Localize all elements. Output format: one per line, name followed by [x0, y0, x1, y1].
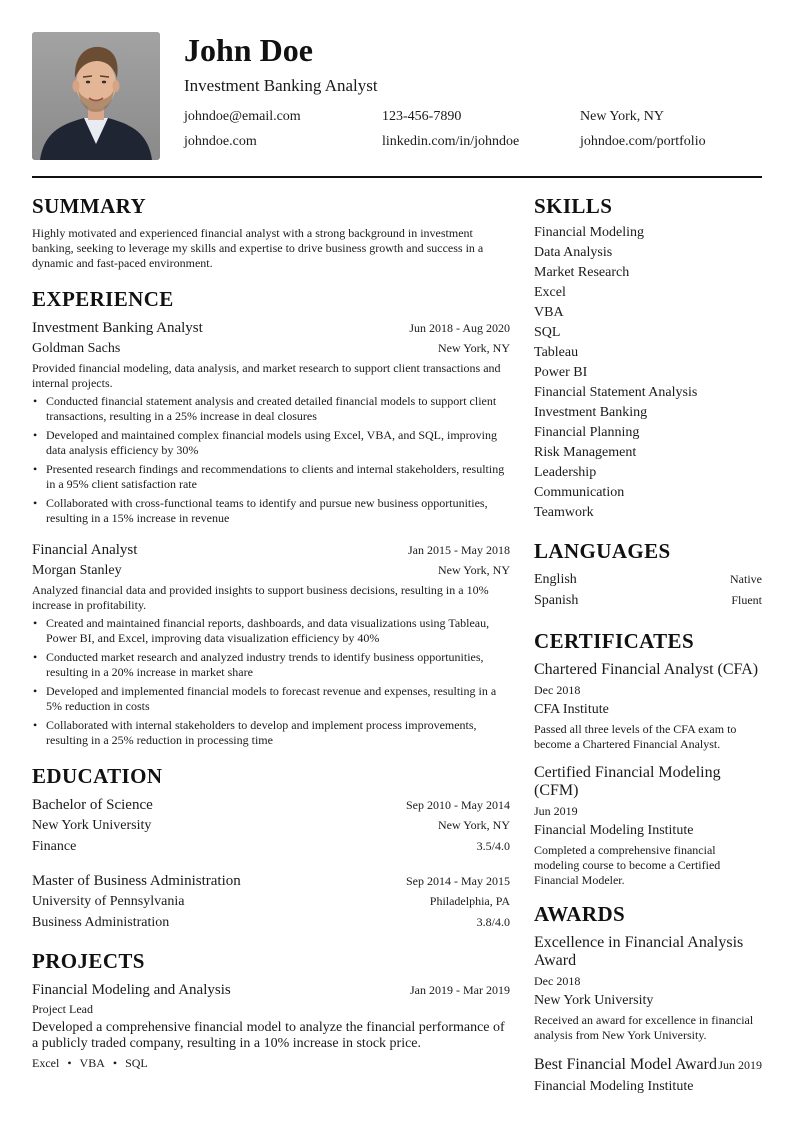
language-level: Native [730, 572, 762, 586]
job-location: New York, NY [437, 341, 510, 355]
project-role: Project Lead [32, 1002, 93, 1016]
section-heading: AWARDS [534, 902, 626, 926]
list-item: • Collaborated with cross-functional teams to identify and pursue new business opportunities, resulting in a 15% increase in revenue [33, 496, 488, 525]
list-item: • Conducted market research and analyzed industry trends to identify business opportunities, resulting in a 20% increase in market share [33, 650, 484, 679]
list-item: • Developed and maintained complex financial models using Excel, VBA, and SQL, improving data analysis efficiency by 30% [33, 428, 498, 457]
awards-section [534, 898, 762, 1097]
job-dates: Jan 2015 - May 2018 [408, 543, 510, 557]
skill-item: Communication [534, 485, 625, 500]
award-entry [534, 934, 762, 1043]
project-dates: Jan 2019 - Mar 2019 [410, 983, 510, 997]
achievement-list [32, 394, 510, 526]
languages-section [534, 535, 762, 611]
achievement-list [32, 616, 510, 748]
portfolio-link[interactable]: johndoe.com/portfolio [580, 134, 706, 149]
certificate-entry [534, 661, 762, 752]
school-name: New York University [32, 818, 152, 833]
skill-item: Financial Planning [534, 425, 640, 440]
contact-grid [184, 106, 762, 153]
skill-item: SQL [534, 325, 561, 340]
portrait-image [32, 32, 160, 160]
right-column [534, 190, 762, 1097]
certificate-entry [534, 764, 762, 888]
job-description: Provided financial modeling, data analysis, and market research to support client transactions and internal projects. [32, 361, 501, 390]
project-tag: VBA [79, 1056, 105, 1070]
project-tag: Excel [32, 1056, 60, 1070]
skill-item: Financial Modeling [534, 225, 645, 240]
gpa-value: 3.5/4.0 [476, 839, 510, 853]
section-heading: EXPERIENCE [32, 287, 174, 311]
skill-item: Teamwork [534, 505, 594, 520]
award-description: Received an award for excellence in financial analysis from New York University. [534, 1013, 754, 1042]
skill-item: Financial Statement Analysis [534, 385, 698, 400]
school-name: University of Pennsylvania [32, 894, 185, 909]
skill-item: Tableau [534, 345, 579, 360]
skill-item: Leadership [534, 465, 597, 480]
skill-item: Risk Management [534, 445, 637, 460]
project-tag: SQL [125, 1056, 148, 1070]
phone-number: 123-456-7890 [382, 109, 462, 124]
list-item: • Created and maintained financial reports, dashboards, and data visualizations using Tableau, Power BI, and Excel, improving data visualization efficiency by 40% [33, 616, 490, 645]
job-role: Investment Banking Analyst [32, 320, 203, 336]
project-tags: Excel • VBA • SQL [32, 1056, 148, 1070]
candidate-title: Investment Banking Analyst [184, 76, 378, 95]
section-heading: CERTIFICATES [534, 629, 695, 653]
award-date: Jun 2019 [718, 1058, 762, 1072]
certificate-title: Certified Financial Modeling (CFM) [534, 764, 721, 799]
experience-entry [32, 540, 510, 748]
project-name: Financial Modeling and Analysis [32, 982, 231, 998]
certificate-issuer: Financial Modeling Institute [534, 823, 694, 838]
section-heading: LANGUAGES [534, 539, 671, 563]
project-description: Developed a comprehensive financial model to analyze the financial performance of a publicly traded company, resulting in a 10% increase in stock price. [32, 1020, 505, 1051]
projects-section [32, 945, 510, 1071]
gpa-value: 3.8/4.0 [476, 915, 510, 929]
left-column [32, 190, 510, 1071]
degree-name: Master of Business Administration [32, 873, 241, 889]
list-item: • Collaborated with internal stakeholders to develop and implement process improvements, resulting in a 25% reduction in processing time [33, 718, 477, 747]
company-name: Morgan Stanley [32, 563, 122, 578]
section-heading: PROJECTS [32, 949, 145, 973]
field-of-study: Business Administration [32, 915, 170, 930]
award-title: Best Financial Model Award [534, 1056, 717, 1073]
language-name: English [534, 572, 577, 587]
field-of-study: Finance [32, 839, 77, 854]
experience-entry [32, 318, 510, 526]
section-heading: EDUCATION [32, 764, 163, 788]
award-issuer: New York University [534, 993, 654, 1008]
education-dates: Sep 2014 - May 2015 [406, 874, 510, 888]
header-divider [32, 176, 762, 178]
resume-header [32, 32, 762, 160]
certificate-date: Dec 2018 [534, 683, 581, 697]
language-level: Fluent [731, 593, 762, 607]
location: New York, NY [580, 109, 665, 124]
certificates-section [534, 625, 762, 888]
education-dates: Sep 2010 - May 2014 [406, 798, 510, 812]
education-section [32, 760, 510, 933]
skill-item: Data Analysis [534, 245, 613, 260]
skills-section [534, 190, 762, 523]
header-info [184, 32, 762, 153]
job-dates: Jun 2018 - Aug 2020 [409, 321, 510, 335]
website-link[interactable]: johndoe.com [184, 134, 257, 149]
list-item: • Presented research findings and recommendations to clients and internal stakeholders, resulting in a 95% client satisfaction rate [33, 462, 505, 491]
company-name: Goldman Sachs [32, 341, 121, 356]
profile-photo [32, 32, 160, 160]
language-row [534, 590, 762, 611]
job-description: Analyzed financial data and provided insights to support business decisions, resulting in a 10% increase in profitability. [32, 583, 489, 612]
certificate-description: Completed a comprehensive financial modeling course to become a Certified Financial Modeler. [534, 843, 721, 887]
skill-item: Market Research [534, 265, 630, 280]
candidate-name: John Doe [184, 32, 313, 68]
certificate-issuer: CFA Institute [534, 702, 609, 717]
certificate-description: Passed all three levels of the CFA exam to become a Chartered Financial Analyst. [534, 722, 737, 751]
job-location: New York, NY [437, 563, 510, 577]
project-entry [32, 980, 510, 1071]
list-item: • Conducted financial statement analysis and created detailed financial models to support client transactions, resulting in a 25% increase in deal closures [33, 394, 497, 423]
award-title: Excellence in Financial Analysis Award [534, 934, 744, 969]
linkedin-link[interactable]: linkedin.com/in/johndoe [382, 134, 520, 149]
section-heading: SKILLS [534, 194, 613, 218]
award-date: Dec 2018 [534, 974, 581, 988]
award-issuer: Financial Modeling Institute [534, 1079, 694, 1094]
summary-text: Highly motivated and experienced financial analyst with a strong background in investment banking, seeking to leverage my skills and expertise to drive business growth and success in a dynamic and fast-paced environment. [32, 226, 484, 270]
education-entry [32, 795, 510, 857]
certificate-date: Jun 2019 [534, 804, 578, 818]
skill-item: Excel [534, 285, 566, 300]
award-entry [534, 1055, 762, 1097]
certificate-title: Chartered Financial Analyst (CFA) [534, 661, 759, 678]
degree-name: Bachelor of Science [32, 797, 153, 813]
language-row [534, 569, 762, 590]
school-location: New York, NY [437, 818, 510, 832]
skill-item: VBA [534, 305, 564, 320]
experience-section [32, 283, 510, 748]
email-link[interactable]: johndoe@email.com [184, 109, 301, 124]
section-heading: SUMMARY [32, 194, 147, 218]
job-role: Financial Analyst [32, 542, 138, 558]
skill-item: Investment Banking [534, 405, 648, 420]
education-entry [32, 871, 510, 933]
language-name: Spanish [534, 593, 579, 608]
school-location: Philadelphia, PA [429, 894, 510, 908]
summary-section [32, 190, 510, 271]
skill-item: Power BI [534, 365, 588, 380]
list-item: • Developed and implemented financial models to forecast revenue and expenses, resulting in a 5% reduction in costs [33, 684, 497, 713]
